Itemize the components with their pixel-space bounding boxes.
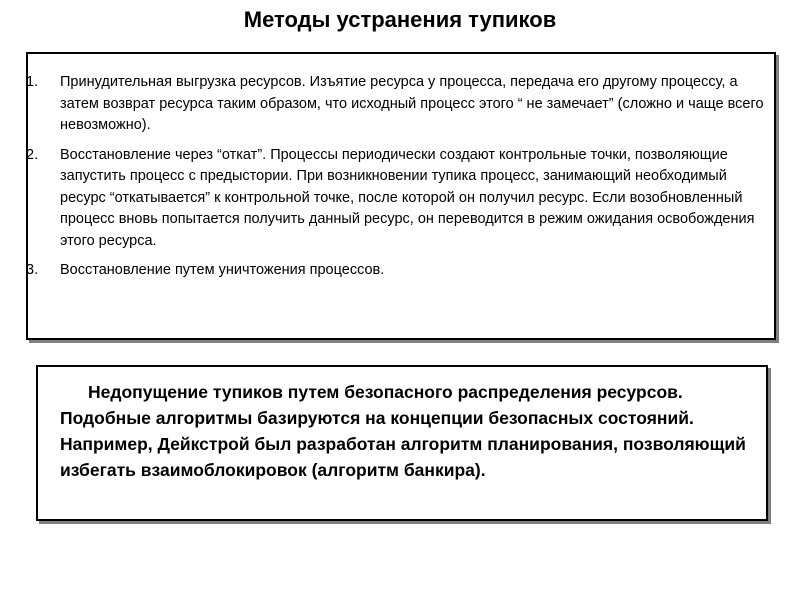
method-text: Принудительная выгрузка ресурсов. Изъятие ресурса у процесса, передача его другому процессу, а затем возврат ресурса таким образом, что исходный процесс этого “ не замечает” (сложно и чаще всего невозможно). [60,74,764,133]
method-text: Восстановление через “откат”. Процессы периодически создают контрольные точки, позволяющие запустить процесс с предыстории. При возникновении тупика процесс, занимающий необходимый ресурс “откатывается” к контрольной точке, после которой он получил ресурс. Если возобновленный процесс вновь попытается получить данный ресурс, он переводится в режим ожидания освобождения этого ресурса. [60,146,755,249]
recovery-methods-list [0,72,800,290]
list-number: 1. [26,74,39,90]
avoidance-text: Недопущение тупиков путем безопасного распределения ресурсов. Подобные алгоритмы базируются на концепции безопасных состояний. Например, Дейкстрой был разработан алгоритм планирования, позволяющий избегать взаимоблокировок (алгоритм банкира). [60,382,746,480]
method-text: Восстановление путем уничтожения процессов. [60,262,385,278]
slide-title: Методы устранения тупиков [243,7,557,32]
list-number: 3. [26,262,39,278]
method-item-forced-preemption [0,72,800,137]
list-number: 2. [26,146,39,163]
method-item-process-kill [0,260,800,282]
method-item-rollback [0,145,800,253]
